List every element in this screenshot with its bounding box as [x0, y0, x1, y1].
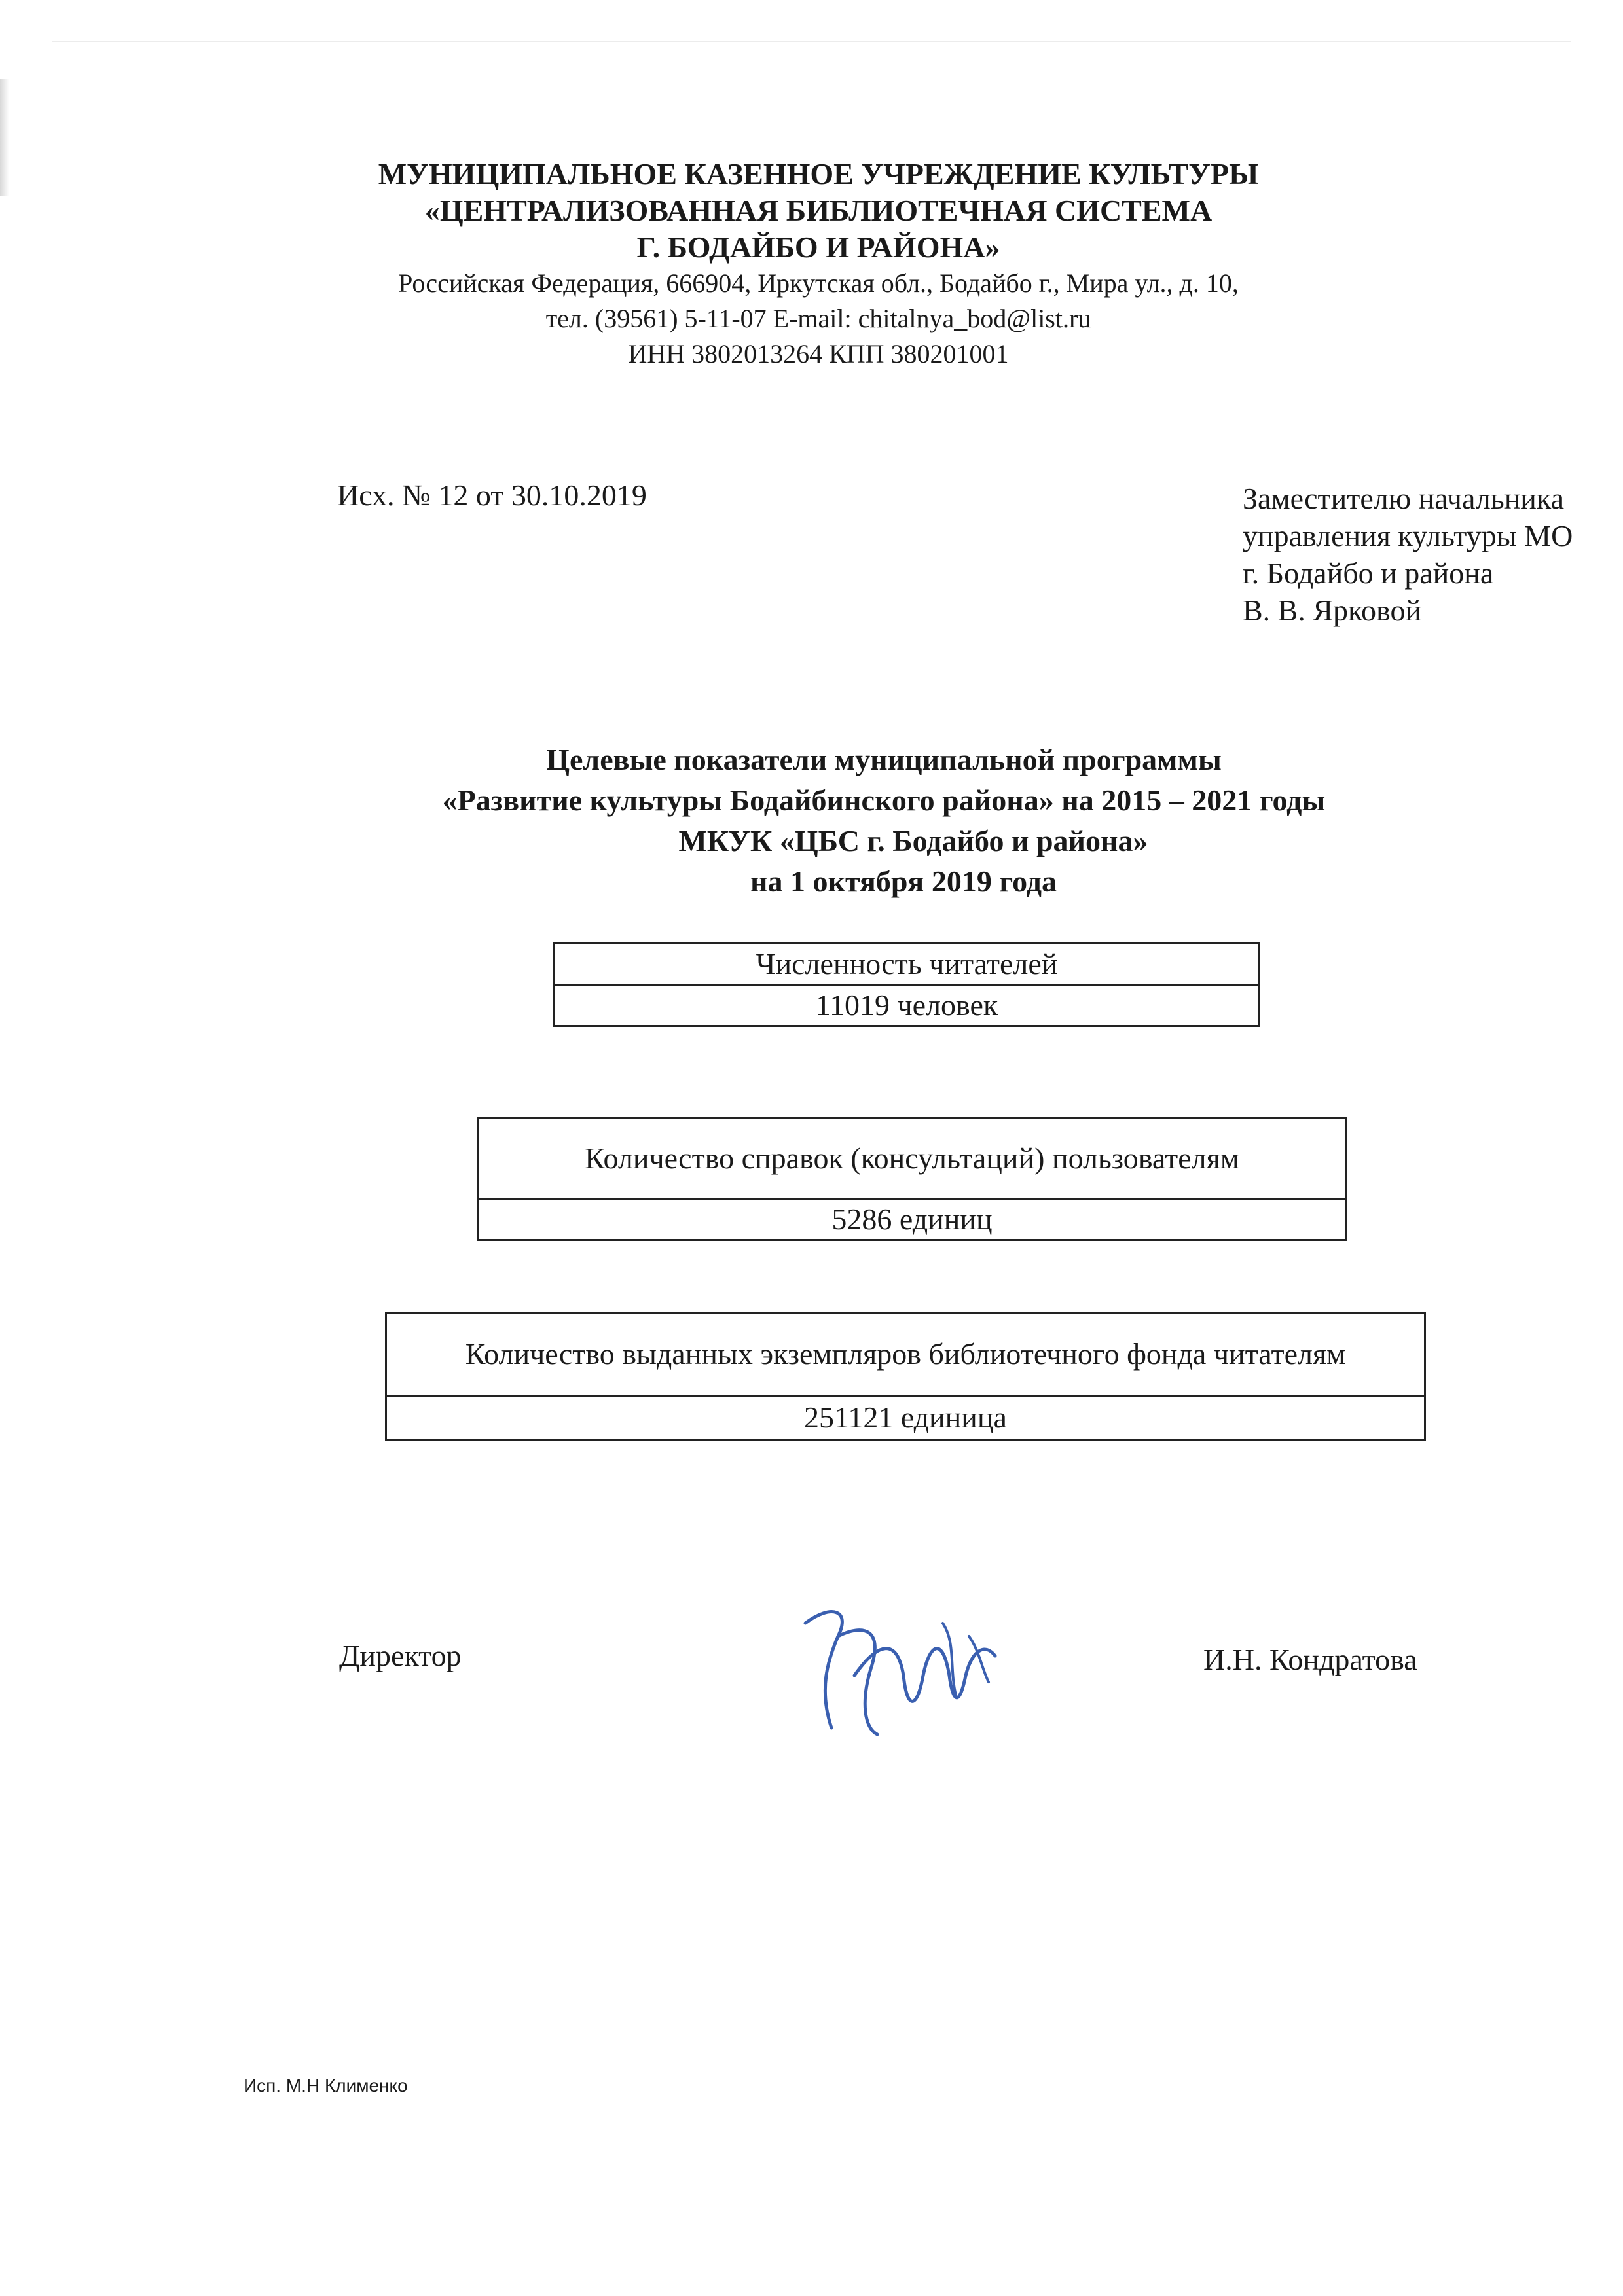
scan-artifact-edge: [0, 79, 9, 196]
signatory-name: И.Н. Кондратова: [1203, 1643, 1417, 1676]
signatory-position: Директор: [339, 1639, 462, 1672]
org-address: Российская Федерация, 666904, Иркутская обл., Бодайбо г., Мира ул., д. 10,: [398, 268, 1239, 298]
indicator-value: 11019 человек: [555, 985, 1260, 1026]
handwritten-signature: [792, 1597, 1008, 1761]
document-title: [327, 740, 1440, 902]
title-line-3: МКУК «ЦБС г. Бодайбо и района»: [678, 824, 1148, 857]
addressee-line-4: В. В. Ярковой: [1243, 594, 1422, 627]
indicator-label: Количество выданных экземпляров библиотечного фонда читателям: [386, 1313, 1425, 1396]
indicator-table-consultations: [477, 1117, 1347, 1241]
indicator-label: Количество справок (консультаций) пользователям: [478, 1118, 1347, 1199]
outgoing-reference: Исх. № 12 от 30.10.2019: [337, 478, 647, 512]
indicator-table-readers: [553, 942, 1260, 1027]
addressee-line-1: Заместителю начальника: [1243, 482, 1564, 515]
org-name-line-2: «ЦЕНТРАЛИЗОВАННАЯ БИБЛИОТЕЧНАЯ СИСТЕМА: [424, 194, 1213, 227]
title-line-1: Целевые показатели муниципальной программы: [546, 743, 1222, 776]
org-contacts: тел. (39561) 5-11-07 E-mail: chitalnya_bod@list.ru: [545, 304, 1091, 333]
title-line-2: «Развитие культуры Бодайбинского района» на 2015 – 2021 годы: [442, 783, 1326, 817]
title-line-4: на 1 октября 2019 года: [750, 865, 1057, 898]
executor-note: Исп. М.Н Клименко: [244, 2075, 408, 2096]
indicator-value: 5286 единиц: [478, 1199, 1347, 1240]
addressee-line-3: г. Бодайбо и района: [1243, 556, 1494, 590]
org-name-line-3: Г. БОДАЙБО И РАЙОНА»: [636, 230, 1000, 264]
org-name-line-1: МУНИЦИПАЛЬНОЕ КАЗЕННОЕ УЧРЕЖДЕНИЕ КУЛЬТУРЫ: [378, 157, 1259, 190]
indicator-label: Численность читателей: [555, 944, 1260, 985]
indicator-table-loans: [385, 1312, 1426, 1441]
scan-artifact-line: [52, 41, 1571, 42]
addressee-line-2: управления культуры МО: [1243, 519, 1573, 552]
letterhead: [196, 156, 1440, 372]
indicator-value: 251121 единица: [386, 1396, 1425, 1440]
org-tax-ids: ИНН 3802013264 КПП 380201001: [628, 339, 1009, 368]
addressee-block: [1243, 480, 1573, 629]
